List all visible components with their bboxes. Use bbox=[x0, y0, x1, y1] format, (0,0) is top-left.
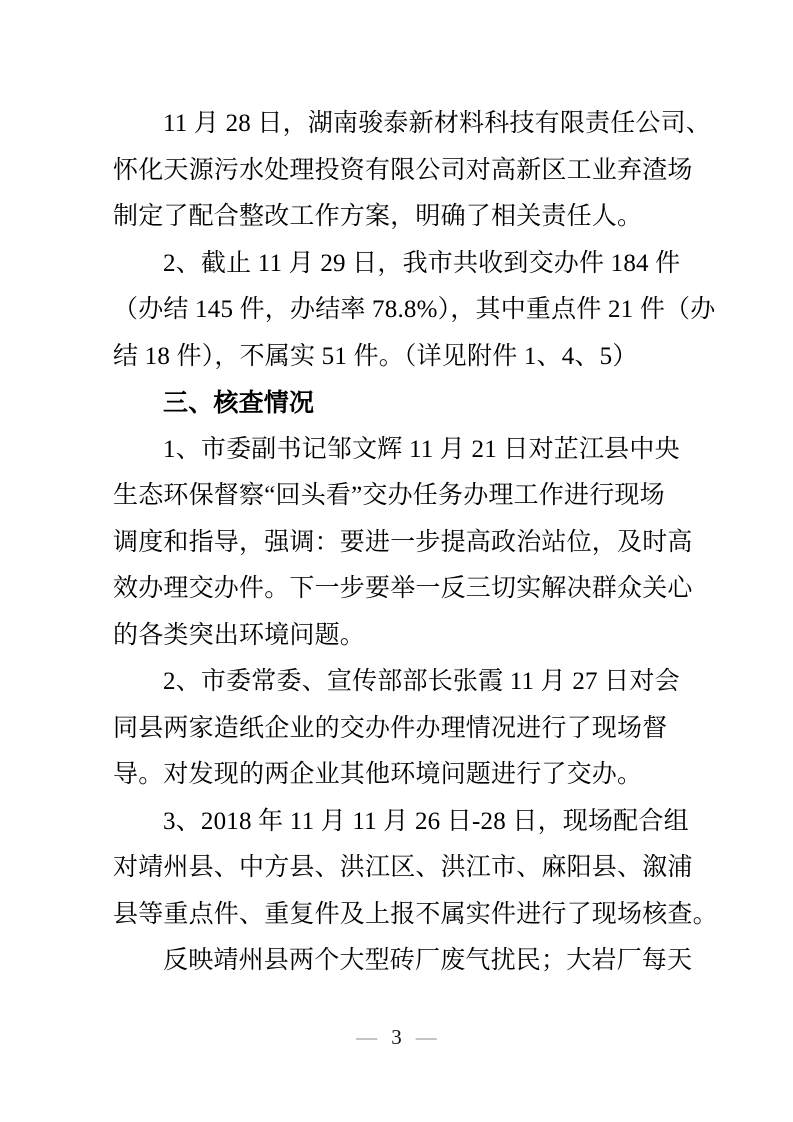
text-line: 2、截止 11 月 29 日，我市共收到交办件 184 件 bbox=[163, 249, 681, 277]
text-line: 1、市委副书记邹文辉 11 月 21 日对芷江县中央 bbox=[163, 435, 680, 463]
text-line: 县等重点件、重复件及上报不属实件进行了现场核查。 bbox=[113, 900, 718, 928]
text-line: 效办理交办件。下一步要举一反三切实解决群众关心 bbox=[113, 575, 693, 602]
footer-dash-right: — bbox=[415, 1025, 437, 1049]
text-line: 反映靖州县两个大型砖厂废气扰民；大岩厂每天 bbox=[163, 947, 693, 974]
footer-dash-left: — bbox=[356, 1025, 378, 1049]
text-line: 制定了配合整改工作方案，明确了相关责任人。 bbox=[113, 203, 643, 230]
text-line: 调度和指导，强调：要进一步提高政治站位，及时高 bbox=[113, 528, 693, 556]
text-line: 同县两家造纸企业的交办件办理情况进行了现场督 bbox=[113, 714, 668, 742]
section-heading: 三、核查情况 bbox=[163, 389, 315, 417]
text-line: （办结 145 件，办结率 78.8%），其中重点件 21 件（办 bbox=[113, 296, 716, 323]
text-line: 怀化天源污水处理投资有限公司对高新区工业弃渣场 bbox=[113, 156, 693, 184]
text-line: 11 月 28 日，湖南骏泰新材料科技有限责任公司、 bbox=[163, 110, 712, 137]
text-line: 对靖州县、中方县、洪江区、洪江市、麻阳县、溆浦 bbox=[113, 854, 693, 881]
text-line: 的各类突出环境问题。 bbox=[113, 621, 366, 649]
text-line: 3、2018 年 11 月 11 月 26 日-28 日，现场配合组 bbox=[163, 807, 689, 835]
page-number: 3 bbox=[391, 1025, 402, 1049]
page-footer bbox=[0, 1022, 793, 1052]
text-line: 导。对发现的两企业其他环境问题进行了交办。 bbox=[113, 761, 643, 788]
text-line: 2、市委常委、宣传部部长张霞 11 月 27 日对会 bbox=[163, 668, 680, 695]
document-body bbox=[113, 101, 718, 985]
text-line: 结 18 件），不属实 51 件。（详见附件 1、4、5） bbox=[113, 342, 638, 370]
text-line: 生态环保督察“回头看”交办任务办理工作进行现场 bbox=[113, 482, 665, 509]
